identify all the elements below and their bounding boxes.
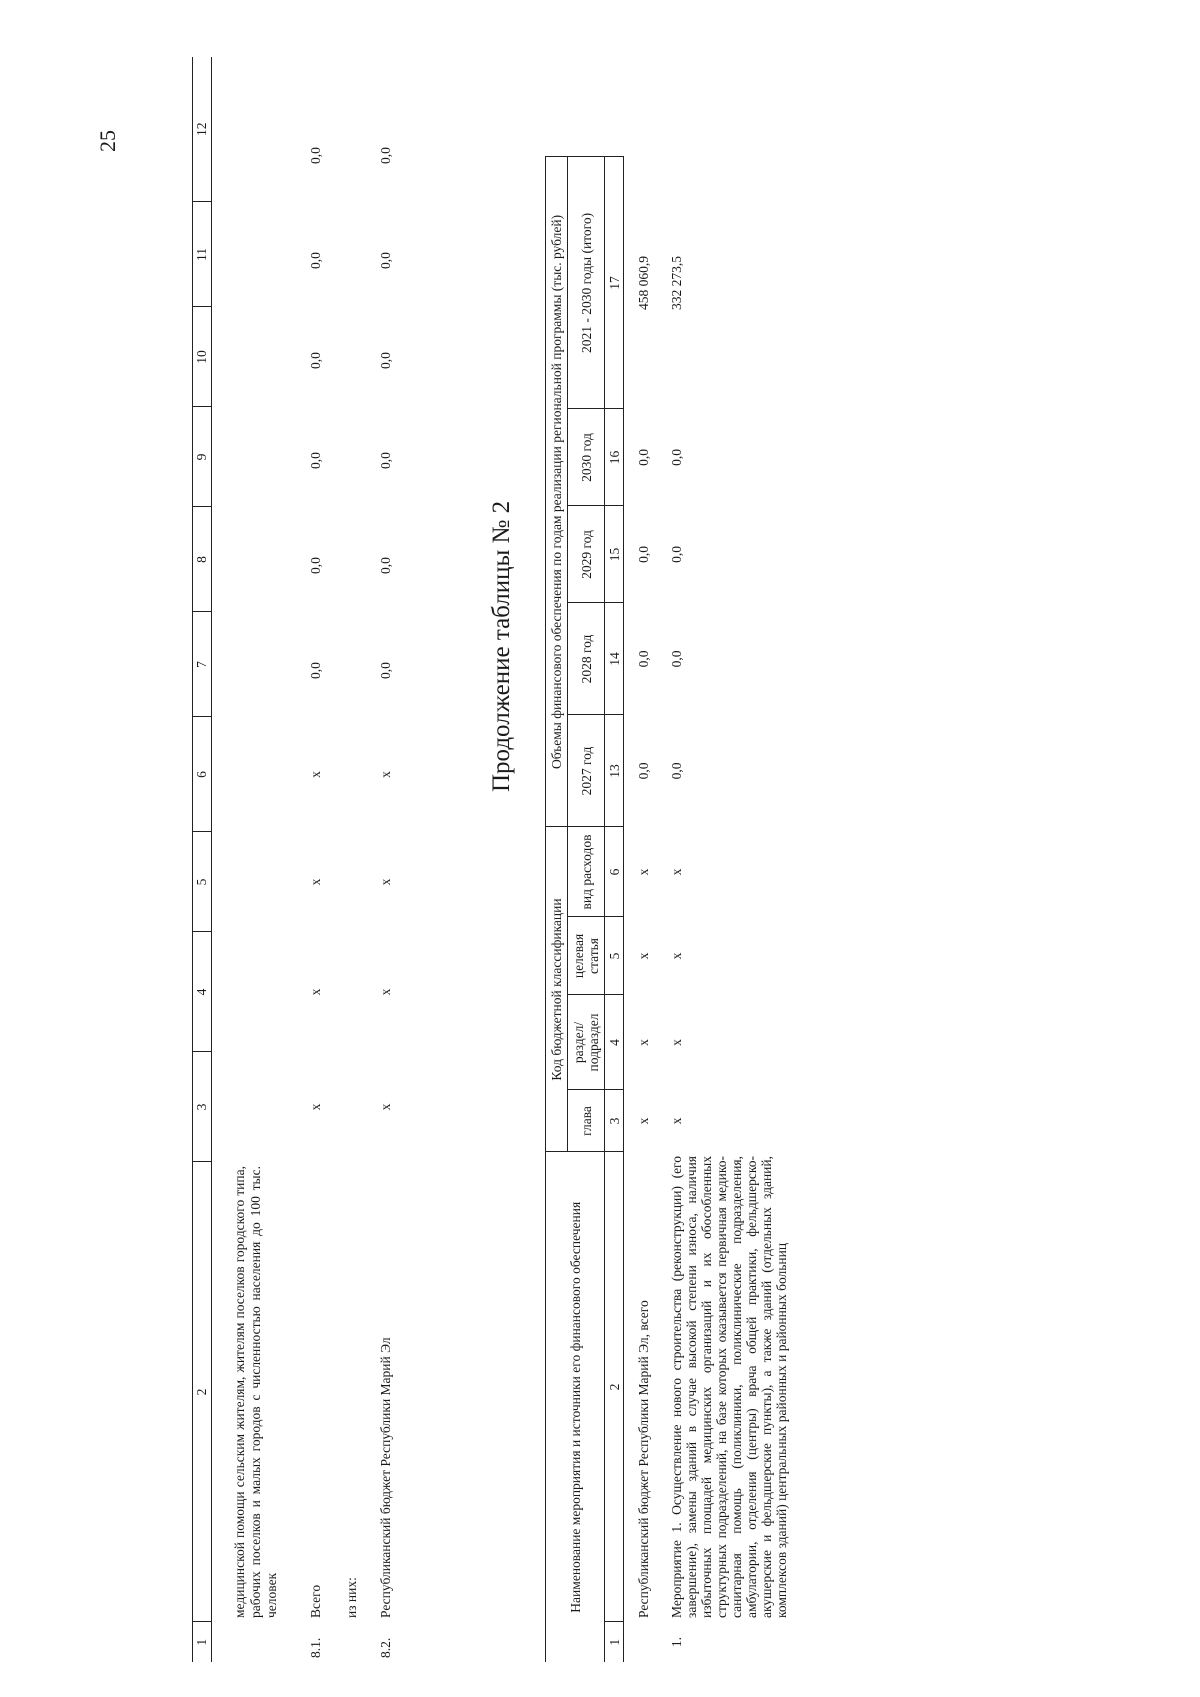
- cell: 0,0: [636, 762, 651, 780]
- col-number: 5: [605, 917, 624, 995]
- cell: 0,0: [378, 352, 393, 369]
- cell: x: [669, 1117, 684, 1125]
- col-number: 15: [605, 506, 624, 603]
- cell: 0,0: [308, 662, 323, 679]
- col-number: 9: [193, 407, 212, 507]
- row-number: 8.2.: [378, 1637, 393, 1658]
- col-number: 11: [193, 202, 212, 307]
- table1-column-numbers-row: [193, 57, 212, 1662]
- header-volumes: Объемы финансового обеспечения по годам реализации региональной программы (тыс. рублей): [546, 157, 568, 827]
- row-name: Всего: [308, 1584, 323, 1618]
- col-number: 2: [193, 1162, 212, 1622]
- cell: x: [669, 1039, 684, 1046]
- page-number: 25: [95, 130, 120, 152]
- subheader-2028: 2028 год: [568, 603, 605, 715]
- subheader-glava: глава: [568, 1090, 605, 1152]
- table-financing: [545, 156, 795, 1662]
- table2-column-numbers-row: [605, 157, 624, 1662]
- cell: 0,0: [669, 762, 684, 780]
- cell: x: [636, 1039, 651, 1046]
- row-description: медицинской помощи сельским жителям, жителям поселков городского типа, рабочих поселков и малых городов с численностью населения до 100 тыс. человек: [232, 1166, 279, 1618]
- col-number: 6: [605, 827, 624, 917]
- cell: x: [669, 952, 684, 960]
- subheader-2029: 2029 год: [568, 506, 605, 603]
- col-number: 3: [605, 1090, 624, 1152]
- subheader-statya: целевая статья: [568, 917, 605, 995]
- cell: 0,0: [308, 147, 323, 164]
- cell: x: [378, 1103, 393, 1111]
- cell: 0,0: [378, 452, 393, 469]
- cell: 0,0: [378, 662, 393, 679]
- cell: 0,0: [378, 147, 393, 164]
- cell: x: [636, 868, 651, 876]
- row-subheading: из них:: [344, 1577, 359, 1618]
- col-number: 1: [605, 1622, 624, 1662]
- table-row: [332, 57, 370, 1662]
- cell: 0,0: [636, 449, 651, 466]
- cell: x: [308, 1103, 323, 1111]
- cell: x: [636, 1117, 651, 1125]
- row-name: Республиканский бюджет Республики Марий Эл: [378, 1337, 393, 1618]
- col-number: 16: [605, 409, 624, 506]
- cell: x: [308, 771, 323, 778]
- table-continuation-top: [192, 57, 402, 1662]
- cell: 0,0: [308, 252, 323, 269]
- cell: x: [308, 878, 323, 886]
- table1-description-row: [212, 57, 301, 1662]
- cell: x: [669, 868, 684, 876]
- col-number: 5: [193, 832, 212, 932]
- cell: 0,0: [378, 252, 393, 269]
- col-number: 4: [605, 995, 624, 1090]
- col-number: 14: [605, 603, 624, 715]
- col-number: 8: [193, 507, 212, 612]
- cell: x: [378, 988, 393, 996]
- col-number: 17: [605, 157, 624, 409]
- cell: 0,0: [669, 449, 684, 466]
- cell: 0,0: [378, 557, 393, 574]
- header-code: Код бюджетной классификации: [546, 827, 568, 1152]
- col-number: 13: [605, 715, 624, 827]
- cell: 0,0: [308, 452, 323, 469]
- col-number: 10: [193, 307, 212, 407]
- table-row: [370, 57, 402, 1662]
- col-number: 3: [193, 1052, 212, 1162]
- cell: 0,0: [636, 546, 651, 563]
- cell: 458 060,9: [636, 255, 651, 310]
- subheader-2027: 2027 год: [568, 715, 605, 827]
- cell: 0,0: [308, 352, 323, 369]
- subheader-2030: 2030 год: [568, 409, 605, 506]
- col-number: 7: [193, 612, 212, 717]
- table-row: [624, 157, 658, 1662]
- table-continuation-title: Продолжение таблицы № 2: [488, 500, 515, 792]
- subheader-total: 2021 - 2030 годы (итого): [568, 157, 605, 409]
- cell: 0,0: [636, 650, 651, 668]
- cell: 0,0: [669, 650, 684, 668]
- subheader-vid: вид расходов: [568, 827, 605, 917]
- row-number: 1.: [669, 1636, 684, 1648]
- table2-header-row: [546, 157, 568, 1662]
- col-number: 1: [193, 1622, 212, 1662]
- header-name: Наименование мероприятия и источники его финансового обеспечения: [546, 1152, 605, 1662]
- row-name: Республиканский бюджет Республики Марий Эл, всего: [636, 1300, 651, 1618]
- cell: x: [378, 878, 393, 886]
- table-row: [657, 157, 795, 1662]
- cell: 0,0: [669, 546, 684, 563]
- table-row: [300, 57, 332, 1662]
- col-number: 6: [193, 717, 212, 832]
- cell: x: [636, 952, 651, 960]
- subheader-razdel: раздел/ подраздел: [568, 995, 605, 1090]
- row-number: 8.1.: [308, 1637, 323, 1658]
- cell: x: [378, 771, 393, 778]
- row-name: Мероприятие 1. Осуществление нового строительства (реконструкции) (его завершение), замены зданий в случае высокой степени износа, наличия избыточных площадей медицинских организаций и их обособленных структурных подразделений, на базе которых оказывается первичная медико-санитарная помощь (поликлиники, поликлинические подразделения, амбулатории, отделения (центры) врача общей практики, фельдшерско-акушерские и фельдшерские пункты), а также зданий (отдельных зданий, комплексов зданий) центральных районных и районных больниц: [669, 1155, 789, 1618]
- row-number: [624, 1622, 658, 1662]
- col-number: 2: [605, 1152, 624, 1622]
- cell: 332 273,5: [669, 255, 684, 310]
- cell: 0,0: [308, 557, 323, 574]
- col-number: 4: [193, 932, 212, 1052]
- col-number: 12: [193, 57, 212, 202]
- cell: x: [308, 988, 323, 996]
